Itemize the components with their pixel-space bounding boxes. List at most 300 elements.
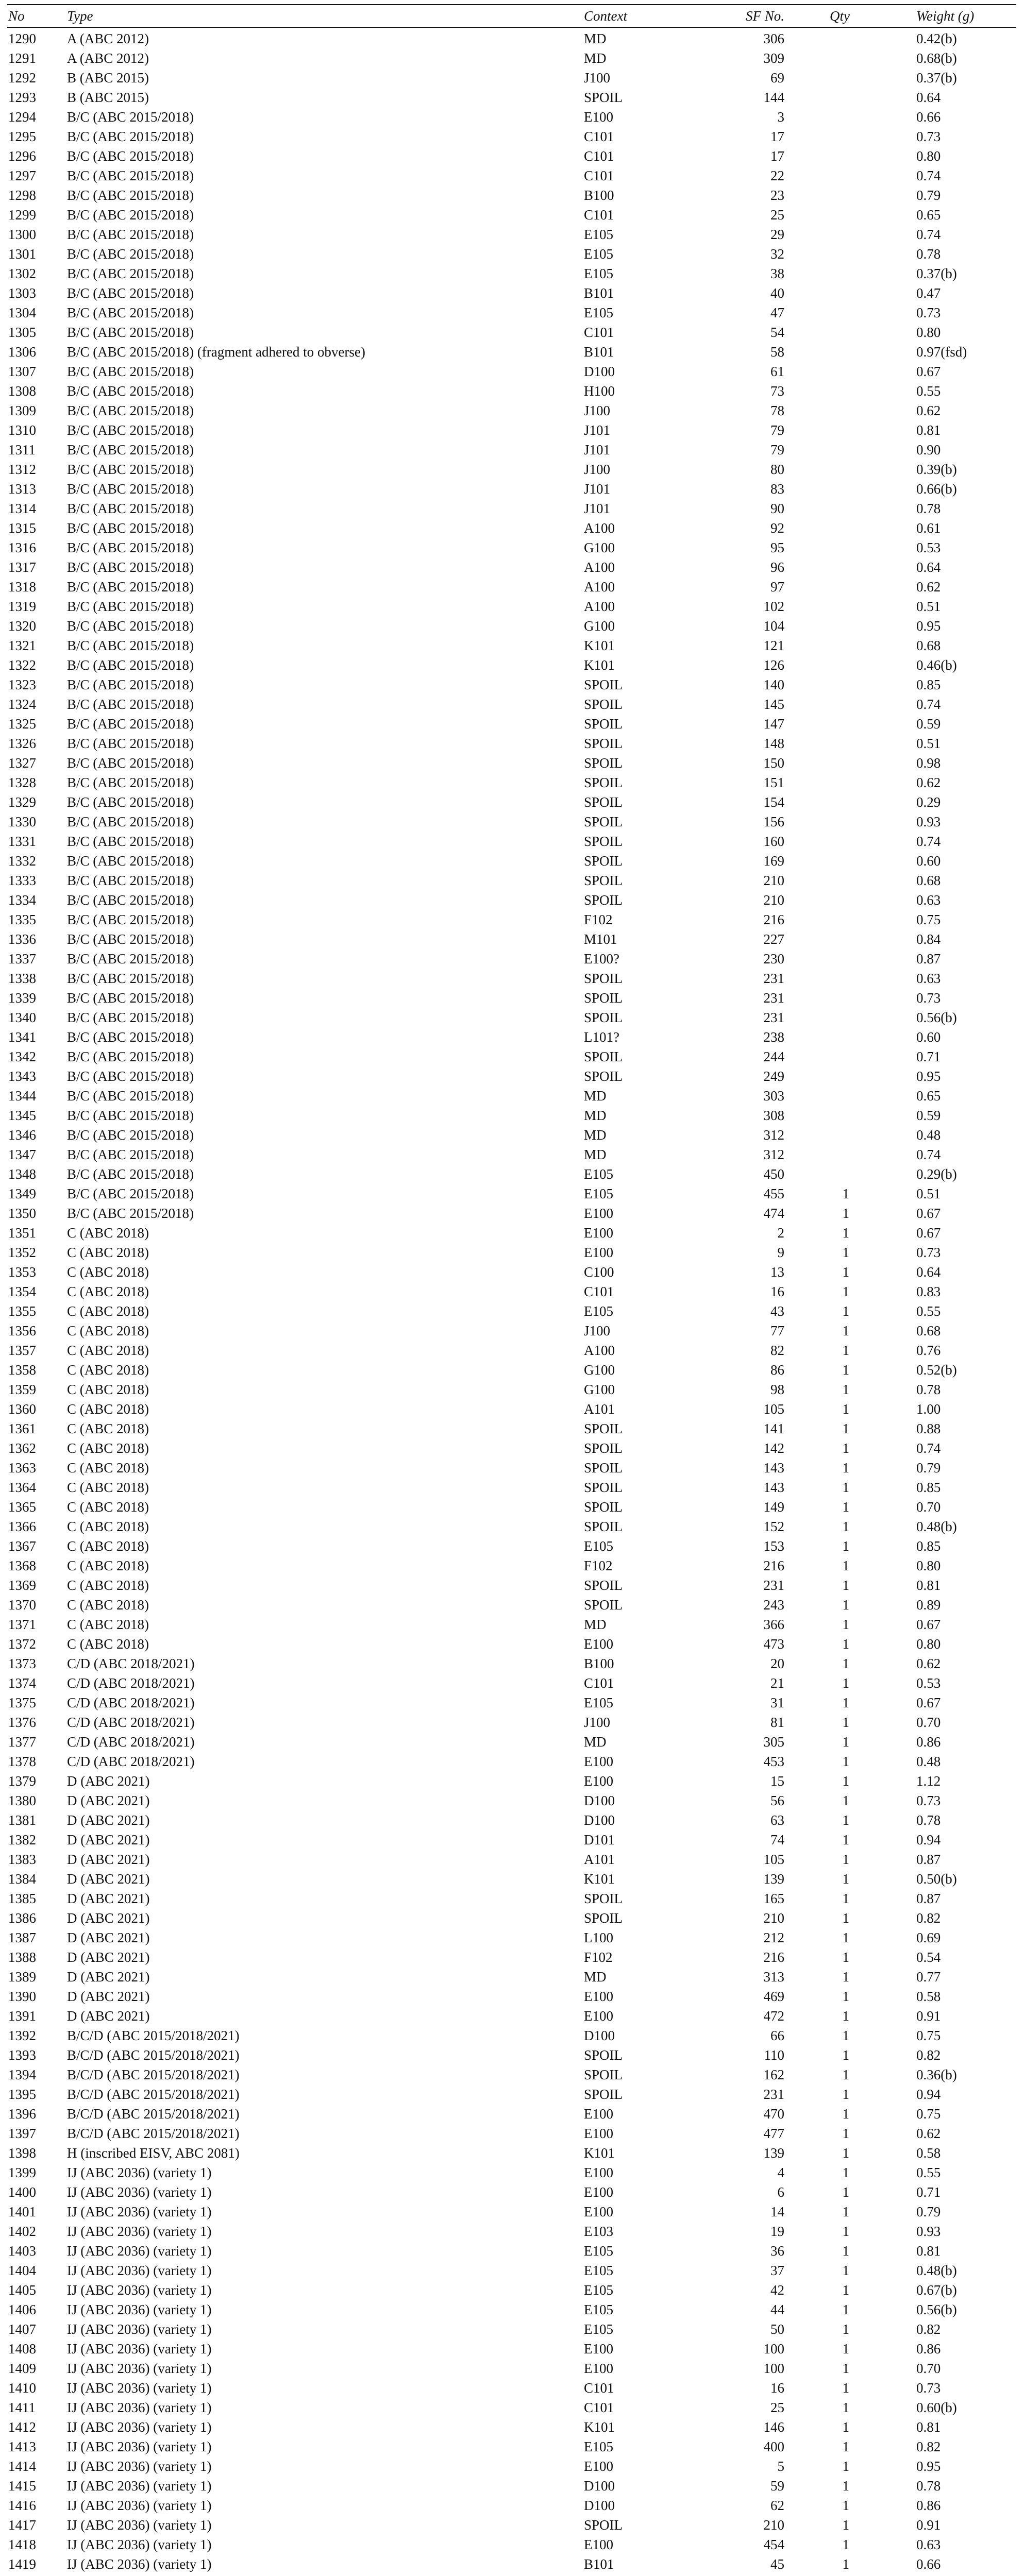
cell-no: 1299 bbox=[8, 207, 36, 223]
cell-no: 1300 bbox=[8, 227, 36, 242]
cell-type: B/C (ABC 2015/2018) bbox=[67, 1069, 194, 1084]
cell-no: 1405 bbox=[8, 2282, 36, 2298]
cell-sf-no: 153 bbox=[763, 1538, 784, 1554]
cell-qty: 1 bbox=[842, 2067, 849, 2082]
cell-qty: 1 bbox=[842, 1715, 849, 1730]
table-row bbox=[0, 1399, 1024, 1419]
cell-weight: 0.84 bbox=[916, 931, 941, 947]
cell-type: B/C (ABC 2015/2018) bbox=[67, 775, 194, 790]
table-row bbox=[0, 2574, 1024, 2576]
cell-context: M101 bbox=[584, 931, 617, 947]
cell-weight: 0.63 bbox=[916, 2537, 941, 2552]
cell-qty: 1 bbox=[842, 2263, 849, 2278]
cell-type: B/C/D (ABC 2015/2018/2021) bbox=[67, 2028, 240, 2043]
cell-no: 1322 bbox=[8, 657, 36, 673]
cell-type: C (ABC 2018) bbox=[67, 1597, 149, 1613]
cell-sf-no: 47 bbox=[770, 305, 784, 320]
cell-weight: 0.66 bbox=[916, 2556, 941, 2572]
cell-type: B/C (ABC 2015/2018) bbox=[67, 325, 194, 340]
cell-type: B/C (ABC 2015/2018) bbox=[67, 560, 194, 575]
cell-weight: 0.59 bbox=[916, 716, 941, 732]
cell-no: 1374 bbox=[8, 1675, 36, 1691]
cell-type: B/C (ABC 2015/2018) bbox=[67, 736, 194, 751]
cell-weight: 0.29(b) bbox=[916, 1166, 957, 1182]
cell-weight: 0.65 bbox=[916, 207, 941, 223]
cell-weight: 0.81 bbox=[916, 2243, 941, 2259]
cell-weight: 0.56(b) bbox=[916, 1010, 957, 1025]
cell-context: E100? bbox=[584, 951, 619, 967]
cell-no: 1407 bbox=[8, 2321, 36, 2337]
table-row bbox=[0, 2163, 1024, 2182]
cell-type: B/C (ABC 2015/2018) bbox=[67, 364, 194, 379]
cell-no: 1383 bbox=[8, 1852, 36, 1867]
cell-weight: 0.78 bbox=[916, 501, 941, 516]
cell-sf-no: 73 bbox=[770, 383, 784, 399]
cell-type: IJ (ABC 2036) (variety 1) bbox=[67, 2556, 212, 2572]
cell-type: D (ABC 2021) bbox=[67, 1812, 150, 1828]
table-row bbox=[0, 2280, 1024, 2300]
cell-sf-no: 37 bbox=[770, 2263, 784, 2278]
cell-type: B/C (ABC 2015/2018) bbox=[67, 1108, 194, 1123]
cell-type: C (ABC 2018) bbox=[67, 1480, 149, 1495]
cell-weight: 0.50(b) bbox=[916, 1871, 957, 1887]
table-row bbox=[0, 871, 1024, 890]
cell-type: B/C (ABC 2015/2018) bbox=[67, 227, 194, 242]
cell-no: 1409 bbox=[8, 2361, 36, 2376]
cell-sf-no: 453 bbox=[763, 1754, 784, 1769]
cell-type: D (ABC 2021) bbox=[67, 1852, 150, 1867]
cell-weight: 0.79 bbox=[916, 188, 941, 203]
cell-weight: 0.75 bbox=[916, 2028, 941, 2043]
cell-no: 1317 bbox=[8, 560, 36, 575]
cell-context: SPOIL bbox=[584, 1519, 623, 1534]
cell-context: L101? bbox=[584, 1029, 619, 1045]
cell-weight: 0.79 bbox=[916, 1460, 941, 1476]
cell-context: C101 bbox=[584, 168, 614, 183]
cell-context: A100 bbox=[584, 599, 615, 614]
cell-qty: 1 bbox=[842, 2204, 849, 2219]
cell-type: B/C (ABC 2015/2018) bbox=[67, 109, 194, 125]
cell-no: 1357 bbox=[8, 1343, 36, 1358]
cell-weight: 0.68(b) bbox=[916, 50, 957, 66]
cell-context: D100 bbox=[584, 364, 615, 379]
cell-type: IJ (ABC 2036) (variety 1) bbox=[67, 2263, 212, 2278]
cell-no: 1351 bbox=[8, 1225, 36, 1241]
cell-qty: 1 bbox=[842, 1323, 849, 1338]
table-row bbox=[0, 1282, 1024, 1301]
cell-no: 1366 bbox=[8, 1519, 36, 1534]
table-row bbox=[0, 518, 1024, 538]
cell-context: E105 bbox=[584, 1186, 613, 1201]
cell-type: B/C (ABC 2015/2018) bbox=[67, 540, 194, 555]
cell-weight: 0.78 bbox=[916, 246, 941, 262]
cell-type: B/C (ABC 2015/2018) bbox=[67, 657, 194, 673]
cell-sf-no: 231 bbox=[763, 1578, 784, 1593]
cell-qty: 1 bbox=[842, 1989, 849, 2004]
cell-weight: 0.61 bbox=[916, 520, 941, 536]
cell-no: 1327 bbox=[8, 755, 36, 771]
table-row bbox=[0, 2065, 1024, 2084]
cell-qty: 1 bbox=[842, 2302, 849, 2317]
cell-context: A100 bbox=[584, 520, 615, 536]
cell-no: 1367 bbox=[8, 1538, 36, 1554]
cell-context: K101 bbox=[584, 2419, 615, 2435]
cell-sf-no: 231 bbox=[763, 2087, 784, 2102]
cell-type: IJ (ABC 2036) (variety 1) bbox=[67, 2302, 212, 2317]
cell-no: 1343 bbox=[8, 1069, 36, 1084]
cell-weight: 0.73 bbox=[916, 1245, 941, 1260]
cell-sf-no: 154 bbox=[763, 794, 784, 810]
cell-weight: 0.87 bbox=[916, 951, 941, 967]
cell-type: B/C (ABC 2015/2018) bbox=[67, 912, 194, 927]
cell-type: B/C (ABC 2015/2018) bbox=[67, 1049, 194, 1064]
cell-qty: 1 bbox=[842, 2478, 849, 2494]
table-row bbox=[0, 1928, 1024, 1947]
cell-weight: 0.79 bbox=[916, 2204, 941, 2219]
cell-context: E100 bbox=[584, 1206, 613, 1221]
cell-type: B/C (ABC 2015/2018) bbox=[67, 716, 194, 732]
cell-context: E105 bbox=[584, 2263, 613, 2278]
cell-context: C101 bbox=[584, 129, 614, 144]
cell-sf-no: 54 bbox=[770, 325, 784, 340]
cell-qty: 1 bbox=[842, 2537, 849, 2552]
cell-context: G100 bbox=[584, 618, 615, 634]
table-row bbox=[0, 264, 1024, 283]
cell-context: SPOIL bbox=[584, 755, 623, 771]
table-row bbox=[0, 1497, 1024, 1517]
cell-qty: 1 bbox=[842, 1734, 849, 1750]
cell-type: D (ABC 2021) bbox=[67, 1871, 150, 1887]
cell-sf-no: 44 bbox=[770, 2302, 784, 2317]
cell-weight: 0.70 bbox=[916, 2361, 941, 2376]
cell-no: 1308 bbox=[8, 383, 36, 399]
cell-type: IJ (ABC 2036) (variety 1) bbox=[67, 2498, 212, 2513]
cell-sf-no: 17 bbox=[770, 129, 784, 144]
cell-sf-no: 147 bbox=[763, 716, 784, 732]
cell-no: 1375 bbox=[8, 1695, 36, 1710]
cell-type: C/D (ABC 2018/2021) bbox=[67, 1695, 195, 1710]
cell-no: 1324 bbox=[8, 697, 36, 712]
cell-sf-no: 308 bbox=[763, 1108, 784, 1123]
cell-qty: 1 bbox=[842, 1597, 849, 1613]
cell-sf-no: 306 bbox=[763, 31, 784, 46]
cell-qty: 1 bbox=[842, 1832, 849, 1848]
table-row bbox=[0, 1027, 1024, 1047]
cell-no: 1323 bbox=[8, 677, 36, 692]
cell-no: 1296 bbox=[8, 148, 36, 164]
cell-weight: 0.71 bbox=[916, 2184, 941, 2200]
cell-sf-no: 309 bbox=[763, 50, 784, 66]
cell-context: F102 bbox=[584, 912, 613, 927]
cell-type: IJ (ABC 2036) (variety 1) bbox=[67, 2224, 212, 2239]
cell-qty: 1 bbox=[842, 1206, 849, 1221]
cell-weight: 0.90 bbox=[916, 442, 941, 457]
cell-weight: 0.58 bbox=[916, 2145, 941, 2161]
cell-type: C (ABC 2018) bbox=[67, 1225, 149, 1241]
cell-type: C (ABC 2018) bbox=[67, 1460, 149, 1476]
cell-context: A101 bbox=[584, 1401, 615, 1417]
cell-sf-no: 366 bbox=[763, 1617, 784, 1632]
cell-type: D (ABC 2021) bbox=[67, 2008, 150, 2024]
cell-sf-no: 150 bbox=[763, 755, 784, 771]
cell-context: C101 bbox=[584, 1675, 614, 1691]
cell-qty: 1 bbox=[842, 1578, 849, 1593]
cell-qty: 1 bbox=[842, 1852, 849, 1867]
cell-sf-no: 4 bbox=[777, 2165, 784, 2180]
cell-type: B/C (ABC 2015/2018) bbox=[67, 129, 194, 144]
cell-qty: 1 bbox=[842, 1656, 849, 1671]
cell-qty: 1 bbox=[842, 2028, 849, 2043]
cell-weight: 0.73 bbox=[916, 2380, 941, 2396]
cell-sf-no: 69 bbox=[770, 70, 784, 86]
cell-sf-no: 100 bbox=[763, 2341, 784, 2357]
cell-sf-no: 474 bbox=[763, 1206, 784, 1221]
cell-weight: 0.47 bbox=[916, 285, 941, 301]
cell-sf-no: 140 bbox=[763, 677, 784, 692]
cell-type: B/C (ABC 2015/2018) bbox=[67, 383, 194, 399]
cell-no: 1417 bbox=[8, 2517, 36, 2533]
cell-sf-no: 148 bbox=[763, 736, 784, 751]
cell-context: E105 bbox=[584, 2302, 613, 2317]
cell-sf-no: 80 bbox=[770, 462, 784, 477]
cell-no: 1338 bbox=[8, 971, 36, 986]
cell-no: 1304 bbox=[8, 305, 36, 320]
cell-type: D (ABC 2021) bbox=[67, 1930, 150, 1945]
cell-weight: 0.74 bbox=[916, 697, 941, 712]
cell-qty: 1 bbox=[842, 1225, 849, 1241]
cell-context: MD bbox=[584, 1147, 607, 1162]
cell-context: G100 bbox=[584, 540, 615, 555]
cell-sf-no: 25 bbox=[770, 207, 784, 223]
table-row bbox=[0, 1047, 1024, 1066]
cell-weight: 0.76 bbox=[916, 1343, 941, 1358]
cell-no: 1361 bbox=[8, 1421, 36, 1436]
cell-weight: 0.71 bbox=[916, 1049, 941, 1064]
cell-sf-no: 313 bbox=[763, 1969, 784, 1985]
cell-type: IJ (ABC 2036) (variety 1) bbox=[67, 2361, 212, 2376]
cell-weight: 0.78 bbox=[916, 1382, 941, 1397]
cell-sf-no: 79 bbox=[770, 442, 784, 457]
cell-sf-no: 141 bbox=[763, 1421, 784, 1436]
cell-weight: 0.89 bbox=[916, 1597, 941, 1613]
cell-context: E100 bbox=[584, 2204, 613, 2219]
cell-no: 1316 bbox=[8, 540, 36, 555]
cell-sf-no: 25 bbox=[770, 2400, 784, 2415]
cell-sf-no: 231 bbox=[763, 990, 784, 1006]
cell-no bbox=[8, 2574, 36, 2576]
cell-sf-no: 63 bbox=[770, 1812, 784, 1828]
cell-no: 1341 bbox=[8, 1029, 36, 1045]
cell-weight: 0.85 bbox=[916, 677, 941, 692]
table-row bbox=[0, 910, 1024, 929]
cell-no: 1411 bbox=[8, 2400, 36, 2415]
cell-sf-no: 22 bbox=[770, 168, 784, 183]
cell-context: E105 bbox=[584, 2321, 613, 2337]
cell-weight: 0.82 bbox=[916, 1910, 941, 1926]
table-row bbox=[0, 753, 1024, 773]
cell-type: B (ABC 2015) bbox=[67, 70, 149, 86]
cell-context: D100 bbox=[584, 2028, 615, 2043]
cell-qty: 1 bbox=[842, 1969, 849, 1985]
cell-sf-no: 43 bbox=[770, 1303, 784, 1319]
cell-type: C (ABC 2018) bbox=[67, 1578, 149, 1593]
cell-no: 1381 bbox=[8, 1812, 36, 1828]
cell-sf-no: 470 bbox=[763, 2106, 784, 2122]
cell-weight: 0.65 bbox=[916, 1088, 941, 1104]
table-row bbox=[0, 1458, 1024, 1478]
table-row bbox=[0, 577, 1024, 597]
header-context: Context bbox=[584, 8, 627, 24]
cell-no: 1305 bbox=[8, 325, 36, 340]
cell-type: D (ABC 2021) bbox=[67, 1773, 150, 1789]
cell-sf-no: 216 bbox=[763, 1558, 784, 1573]
cell-type: B/C (ABC 2015/2018) bbox=[67, 971, 194, 986]
cell-weight: 0.68 bbox=[916, 873, 941, 888]
cell-type: IJ (ABC 2036) (variety 1) bbox=[67, 2419, 212, 2435]
cell-sf-no: 21 bbox=[770, 1675, 784, 1691]
cell-weight: 0.67 bbox=[916, 1695, 941, 1710]
table-row bbox=[0, 303, 1024, 323]
cell-context: E100 bbox=[584, 1225, 613, 1241]
table-row bbox=[0, 2300, 1024, 2319]
cell-weight: 1.00 bbox=[916, 1401, 941, 1417]
cell-sf-no: 102 bbox=[763, 599, 784, 614]
cell-context: SPOIL bbox=[584, 90, 623, 105]
cell-weight: 0.80 bbox=[916, 148, 941, 164]
table-row bbox=[0, 969, 1024, 988]
table-row bbox=[0, 440, 1024, 460]
cell-qty: 1 bbox=[842, 1519, 849, 1534]
cell-weight: 0.66(b) bbox=[916, 481, 957, 497]
cell-no: 1345 bbox=[8, 1108, 36, 1123]
cell-context: MD bbox=[584, 31, 607, 46]
cell-weight: 0.60 bbox=[916, 853, 941, 869]
table-row bbox=[0, 1752, 1024, 1771]
cell-no: 1307 bbox=[8, 364, 36, 379]
cell-context: MD bbox=[584, 1108, 607, 1123]
cell-type: B/C (ABC 2015/2018) bbox=[67, 1186, 194, 1201]
cell-no: 1292 bbox=[8, 70, 36, 86]
cell-qty: 1 bbox=[842, 1910, 849, 1926]
table-row bbox=[0, 2104, 1024, 2124]
cell-no: 1394 bbox=[8, 2067, 36, 2082]
cell-weight: 0.29 bbox=[916, 794, 941, 810]
cell-weight: 0.81 bbox=[916, 2419, 941, 2435]
cell-type: C (ABC 2018) bbox=[67, 1440, 149, 1456]
table-row bbox=[0, 2456, 1024, 2476]
cell-context: E100 bbox=[584, 2184, 613, 2200]
cell-type: IJ (ABC 2036) (variety 1) bbox=[67, 2282, 212, 2298]
table-row bbox=[0, 2378, 1024, 2398]
cell-no: 1297 bbox=[8, 168, 36, 183]
table-row bbox=[0, 2417, 1024, 2437]
cell-weight: 0.82 bbox=[916, 2439, 941, 2454]
cell-weight: 0.93 bbox=[916, 2224, 941, 2239]
cell-type: B/C/D (ABC 2015/2018/2021) bbox=[67, 2106, 240, 2122]
cell-weight: 0.53 bbox=[916, 540, 941, 555]
cell-weight: 0.87 bbox=[916, 1852, 941, 1867]
cell-type: C (ABC 2018) bbox=[67, 1519, 149, 1534]
cell-context: SPOIL bbox=[584, 1891, 623, 1906]
cell-context: SPOIL bbox=[584, 853, 623, 869]
cell-context: J100 bbox=[584, 462, 611, 477]
cell-no: 1419 bbox=[8, 2556, 36, 2572]
cell-type: IJ (ABC 2036) (variety 1) bbox=[67, 2380, 212, 2396]
cell-type: C/D (ABC 2018/2021) bbox=[67, 1656, 195, 1671]
cell-sf-no: 58 bbox=[770, 344, 784, 360]
cell-weight: 0.73 bbox=[916, 129, 941, 144]
cell-qty: 1 bbox=[842, 2439, 849, 2454]
cell-context: F102 bbox=[584, 1558, 613, 1573]
table-row bbox=[0, 694, 1024, 714]
cell-type: C/D (ABC 2018/2021) bbox=[67, 1675, 195, 1691]
cell-type: B/C (ABC 2015/2018) bbox=[67, 462, 194, 477]
cell-type: IJ (ABC 2036) (variety 1) bbox=[67, 2184, 212, 2200]
cell-sf-no: 9 bbox=[777, 1245, 784, 1260]
cell-weight: 0.86 bbox=[916, 1734, 941, 1750]
table-row bbox=[0, 1673, 1024, 1693]
cell-type: B/C (ABC 2015/2018) bbox=[67, 520, 194, 536]
cell-no: 1314 bbox=[8, 501, 36, 516]
cell-qty: 1 bbox=[842, 2126, 849, 2141]
cell-sf-no: 83 bbox=[770, 481, 784, 497]
cell-type: C (ABC 2018) bbox=[67, 1343, 149, 1358]
cell-sf-no: 210 bbox=[763, 2517, 784, 2533]
cell-type: B/C (ABC 2015/2018) bbox=[67, 599, 194, 614]
cell-sf-no: 303 bbox=[763, 1088, 784, 1104]
cell-weight: 0.60 bbox=[916, 1029, 941, 1045]
cell-weight: 0.94 bbox=[916, 1832, 941, 1848]
cell-sf-no: 472 bbox=[763, 2008, 784, 2024]
table-row bbox=[0, 2476, 1024, 2496]
cell-qty: 1 bbox=[842, 2498, 849, 2513]
cell-context: L100 bbox=[584, 1930, 613, 1945]
table-row bbox=[0, 1987, 1024, 2006]
cell-no: 1339 bbox=[8, 990, 36, 1006]
cell-type: B/C (ABC 2015/2018) bbox=[67, 285, 194, 301]
cell-no: 1401 bbox=[8, 2204, 36, 2219]
cell-no: 1398 bbox=[8, 2145, 36, 2161]
table-row bbox=[0, 1086, 1024, 1106]
cell-qty: 1 bbox=[842, 1362, 849, 1378]
cell-qty: 1 bbox=[842, 1382, 849, 1397]
cell-no: 1329 bbox=[8, 794, 36, 810]
cell-weight: 0.67 bbox=[916, 1206, 941, 1221]
cell-sf-no: 66 bbox=[770, 2028, 784, 2043]
cell-qty: 1 bbox=[842, 1440, 849, 1456]
cell-sf-no: 469 bbox=[763, 1989, 784, 2004]
cell-type: C (ABC 2018) bbox=[67, 1362, 149, 1378]
table-row bbox=[0, 1536, 1024, 1556]
cell-no: 1350 bbox=[8, 1206, 36, 1221]
cell-weight: 0.81 bbox=[916, 1578, 941, 1593]
cell-weight: 0.64 bbox=[916, 560, 941, 575]
table-row bbox=[0, 2496, 1024, 2515]
cell-context: SPOIL bbox=[584, 990, 623, 1006]
cell-context: E105 bbox=[584, 2243, 613, 2259]
cell-context: E100 bbox=[584, 2341, 613, 2357]
cell-sf-no: 29 bbox=[770, 227, 784, 242]
cell-qty: 1 bbox=[842, 2282, 849, 2298]
cell-type: A (ABC 2012) bbox=[67, 31, 149, 46]
cell-sf-no: 15 bbox=[770, 1773, 784, 1789]
cell-qty: 1 bbox=[842, 1812, 849, 1828]
table-row bbox=[0, 1732, 1024, 1752]
cell-weight bbox=[916, 2574, 941, 2576]
cell-context: SPOIL bbox=[584, 873, 623, 888]
cell-weight: 0.42(b) bbox=[916, 31, 957, 46]
cell-context: MD bbox=[584, 1127, 607, 1143]
